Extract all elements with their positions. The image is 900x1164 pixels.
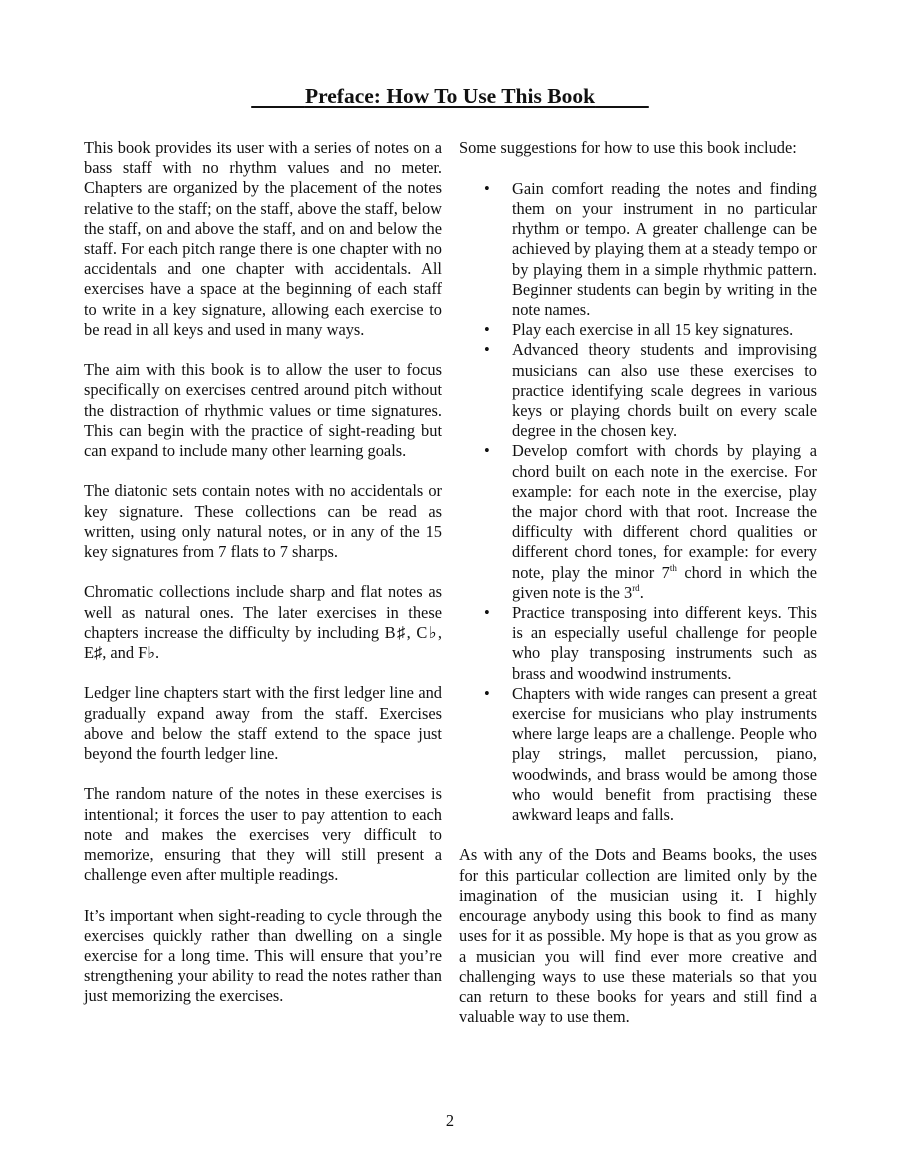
left-column (84, 138, 442, 1027)
bullet-icon: • (484, 683, 490, 703)
list-item: • Advanced theory students and improvising musicians can also use these exercises to practice identifying scale degrees in various keys or playing chords built on every scale degree in the chosen key. (484, 340, 817, 441)
suggestions-list (459, 179, 817, 826)
paragraph-aim: The aim with this book is to allow the user to focus specifically on exercises centred around pitch without the distraction of rhythmic values or time signatures. This can begin with the practice of sight-reading but can expand to include many other learning goals. (84, 360, 442, 461)
bullet-icon: • (484, 340, 490, 360)
list-item: • Gain comfort reading the notes and finding them on your instrument in no particular rhythm or tempo. A greater challenge can be achieved by playing them at a steady tempo or by playing them in a simple rhythmic pattern. Beginner students can begin by writing in the note names. (484, 178, 817, 320)
paragraph-chromatic: Chromatic collections include sharp and flat notes as well as natural ones. The later exercises in these chapters increase the difficulty by including B♯, C♭, E♯, and F♭. (84, 582, 442, 663)
bullet-icon: • (484, 320, 490, 340)
list-item: • Develop comfort with chords by playing a chord built on each note in the exercise. For example: for each note in the exercise, play the major chord with that root. Increase the difficulty with different chord qualities or different chord tones, for example: for every note, play the minor 7th chord in which the given note is the 3rd. (484, 441, 817, 602)
paragraph-overview: This book provides its user with a series of notes on a bass staff with no rhythm values and no meter. Chapters are organized by the placement of the notes relative to the staff; on the staff, above the staff, below the staff, on and above the staff, and on and below the staff. For each pitch range there is one chapter with no accidentals and one chapter with accidentals. All exercises have a space at the beginning of each staff to write in a key signature, allowing each exercise to be read in all keys and used in many ways. (84, 138, 442, 339)
right-column (459, 138, 817, 1048)
paragraph-diatonic: The diatonic sets contain notes with no accidentals or key signature. These collections can be read as written, using only natural notes, or in any of the 15 key signatures from 7 flats to 7 sharps. (84, 481, 442, 562)
list-item: • Play each exercise in all 15 key signatures. (484, 320, 794, 340)
list-item: • Chapters with wide ranges can present a great exercise for musicians who play instruments where large leaps are a challenge. People who play strings, mallet percussion, piano, woodwinds, and brass would be among those who would benefit from practising these awkward leaps and falls. (484, 683, 817, 825)
suggestions-intro: Some suggestions for how to use this book include: (459, 138, 797, 157)
bullet-icon: • (484, 441, 490, 461)
list-item: • Practice transposing into different keys. This is an especially useful challenge for people who play transposing instruments such as brass and woodwind instruments. (484, 603, 817, 683)
paragraph-closing: As with any of the Dots and Beams books, the uses for this particular collection are limited only by the imagination of the musician using it. I highly encourage anybody using this book to find as many uses for it as possible. My hope is that as you grow as a musician you will find ever more creative and challenging ways to use these materials so that you can return to these books for years and still find a valuable way to use them. (459, 845, 817, 1027)
page-title: Preface: How To Use This Book (304, 84, 596, 108)
bullet-icon: • (484, 178, 490, 198)
page-number: 2 (445, 1111, 455, 1130)
bullet-icon: • (484, 603, 490, 623)
paragraph-sight-reading: It’s important when sight-reading to cycle through the exercises quickly rather than dwelling on a single exercise for a long time. This will ensure that you’re strengthening your ability to read the notes rather than just memorizing the exercises. (84, 905, 442, 1006)
paragraph-random-notes: The random nature of the notes in these exercises is intentional; it forces the user to pay attention to each note and makes the exercises very difficult to memorize, ensuring that they will still present a challenge even after multiple readings. (84, 784, 442, 885)
paragraph-ledger-lines: Ledger line chapters start with the first ledger line and gradually expand away from the staff. Exercises above and below the staff extend to the space just beyond the fourth ledger line. (84, 683, 442, 764)
